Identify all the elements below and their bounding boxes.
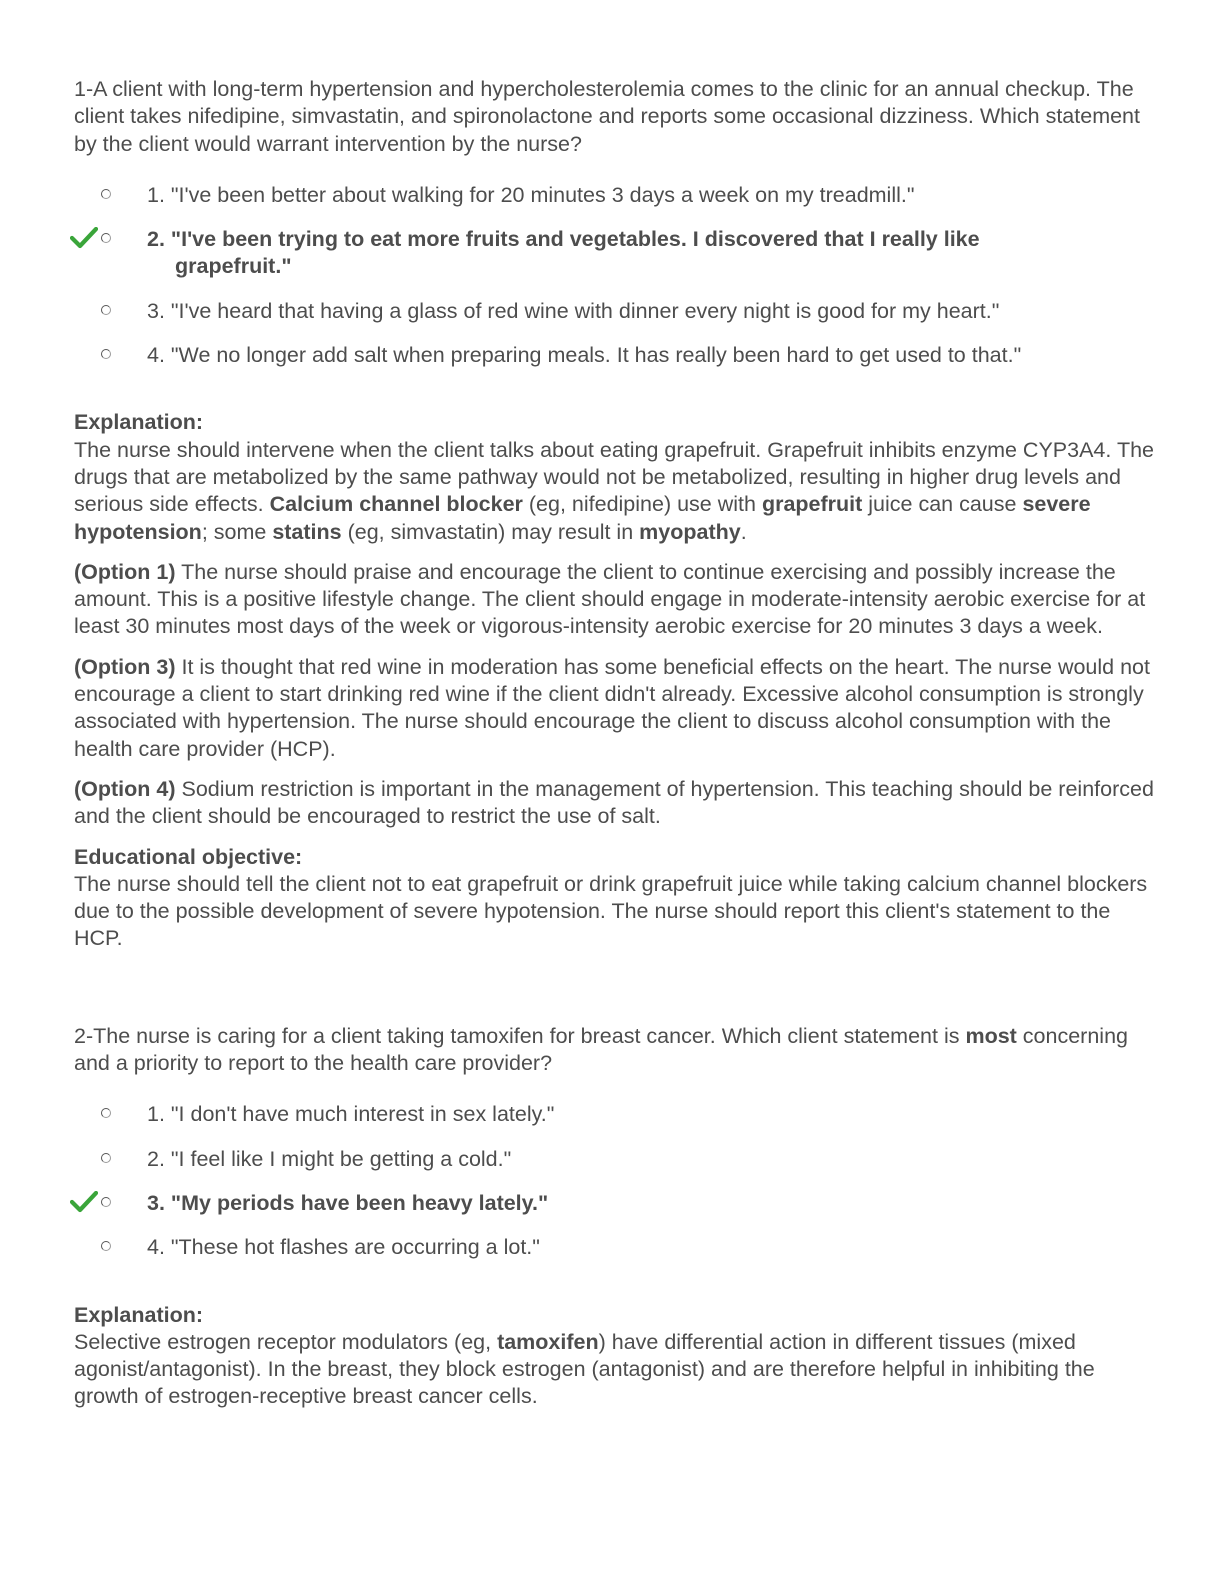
- text-run: 2-The nurse is caring for a client taking tamoxifen for breast cancer. Which client statement is: [74, 1023, 966, 1048]
- radio-icon[interactable]: [101, 349, 111, 359]
- bold-term: most: [965, 1023, 1017, 1048]
- explanation-heading: Explanation:: [74, 1302, 204, 1327]
- educational-objective-text: The nurse should tell the client not to eat grapefruit or drink grapefruit juice while taking calcium channel blockers due to the possible development of severe hypotension. The nurse should report this client's statement to the HCP.: [74, 871, 1148, 951]
- text-run: juice can cause: [862, 492, 1023, 517]
- text-run: concerning and a priority to report to the health care provider?: [74, 1023, 1128, 1076]
- answer-option-text: 1. "I've been better about walking for 20 minutes 3 days a week on my treadmill.": [147, 182, 915, 207]
- radio-icon[interactable]: [101, 1241, 111, 1251]
- option-label: (Option 3): [74, 654, 176, 679]
- question-2-options: [74, 1101, 1154, 1261]
- explanation-text: [74, 437, 1154, 546]
- rationale-text: Sodium restriction is important in the management of hypertension. This teaching should be reinforced and the client should be encouraged to restrict the use of salt.: [74, 776, 1154, 829]
- answer-option-text: 2. "I feel like I might be getting a cold.": [147, 1146, 512, 1171]
- answer-option[interactable]: [74, 1234, 1154, 1261]
- bold-term: myopathy: [639, 519, 741, 544]
- text-run: ) have differential action in different tissues (mixed agonist/antagonist). In the breast, they block estrogen (antagonist) and are therefore helpful in inhibiting the growth of estrogen-receptive breast cancer cells.: [74, 1329, 1095, 1409]
- rationale-text: The nurse should praise and encourage the client to continue exercising and possibly increase the amount. This is a positive lifestyle change. The client should engage in moderate-intensity aerobic exercise for at least 30 minutes most days of the week or vigorous-intensity aerobic exercise for 20 minutes 3 days a week.: [74, 559, 1146, 639]
- radio-icon[interactable]: [101, 1197, 111, 1207]
- radio-icon[interactable]: [101, 1153, 111, 1163]
- radio-icon[interactable]: [101, 189, 111, 199]
- option-4-rationale: [74, 776, 1154, 831]
- checkmark-icon: [70, 1191, 98, 1213]
- answer-option-text: 4. "These hot flashes are occurring a lot.": [147, 1235, 540, 1260]
- option-1-rationale: [74, 559, 1154, 641]
- bold-term: grapefruit: [761, 492, 863, 517]
- option-label: (Option 4): [74, 776, 176, 801]
- question-1-options: [74, 182, 1154, 369]
- document-page: [74, 76, 1154, 1411]
- answer-option[interactable]: [74, 298, 1154, 325]
- answer-option-text: 3. "I've heard that having a glass of red wine with dinner every night is good for my heart.": [147, 298, 1000, 323]
- radio-icon[interactable]: [101, 1108, 111, 1118]
- explanation-heading: Explanation:: [74, 410, 204, 435]
- rationale-text: It is thought that red wine in moderation has some beneficial effects on the heart. The nurse would not encourage a client to start drinking red wine if the client didn't already. Excessive alcohol consumption is strongly associated with hypertension. The nurse should encourage the client to discuss alcohol consumption with the health care provider (HCP).: [74, 654, 1150, 761]
- question-1-stem: 1-A client with long-term hypertension and hypercholesterolemia comes to the clinic for an annual checkup. The client takes nifedipine, simvastatin, and spironolactone and reports some occasional dizziness. Which statement by the client would warrant intervention by the nurse?: [74, 77, 1140, 156]
- explanation-section: [74, 409, 1154, 952]
- answer-option-text: 4. "We no longer add salt when preparing meals. It has really been hard to get used to that.": [147, 343, 1022, 368]
- radio-icon[interactable]: [101, 305, 111, 315]
- bold-term: Calcium channel blocker: [269, 492, 523, 517]
- question-2-stem: [74, 1023, 1154, 1078]
- answer-option[interactable]: [74, 1146, 1154, 1173]
- radio-icon[interactable]: [101, 233, 111, 243]
- explanation-text: [74, 1329, 1154, 1411]
- answer-option-text: 2. "I've been trying to eat more fruits and vegetables. I discovered that I really like grapefruit.": [147, 227, 980, 279]
- text-run: The nurse should intervene when the client talks about eating grapefruit. Grapefruit inhibits enzyme CYP3A4. The drugs that are metabolized by the same pathway would not be metabolized, resulting in higher drug levels and serious side effects.: [74, 437, 1154, 517]
- bold-term: statins: [272, 519, 342, 544]
- bold-term: severe hypotension: [74, 492, 1091, 544]
- text-run: ; some: [201, 519, 273, 544]
- answer-option-correct[interactable]: [74, 1190, 1154, 1217]
- explanation-section: [74, 1302, 1154, 1411]
- educational-objective-heading: Educational objective:: [74, 844, 303, 869]
- answer-option[interactable]: [74, 1101, 1154, 1128]
- text-run: (eg, nifedipine) use with: [522, 492, 762, 517]
- text-run: (eg, simvastatin) may result in: [341, 519, 640, 544]
- answer-option-correct[interactable]: [74, 226, 1154, 281]
- option-3-rationale: [74, 654, 1154, 763]
- answer-option-text: 1. "I don't have much interest in sex lately.": [147, 1102, 555, 1127]
- answer-option[interactable]: [74, 182, 1154, 209]
- checkmark-icon: [70, 227, 98, 249]
- text-run: .: [740, 519, 747, 544]
- option-label: (Option 1): [74, 559, 176, 584]
- answer-option-text: 3. "My periods have been heavy lately.": [147, 1190, 549, 1215]
- text-run: Selective estrogen receptor modulators (eg,: [74, 1329, 498, 1354]
- bold-term: tamoxifen: [497, 1329, 599, 1354]
- answer-option[interactable]: [74, 342, 1154, 369]
